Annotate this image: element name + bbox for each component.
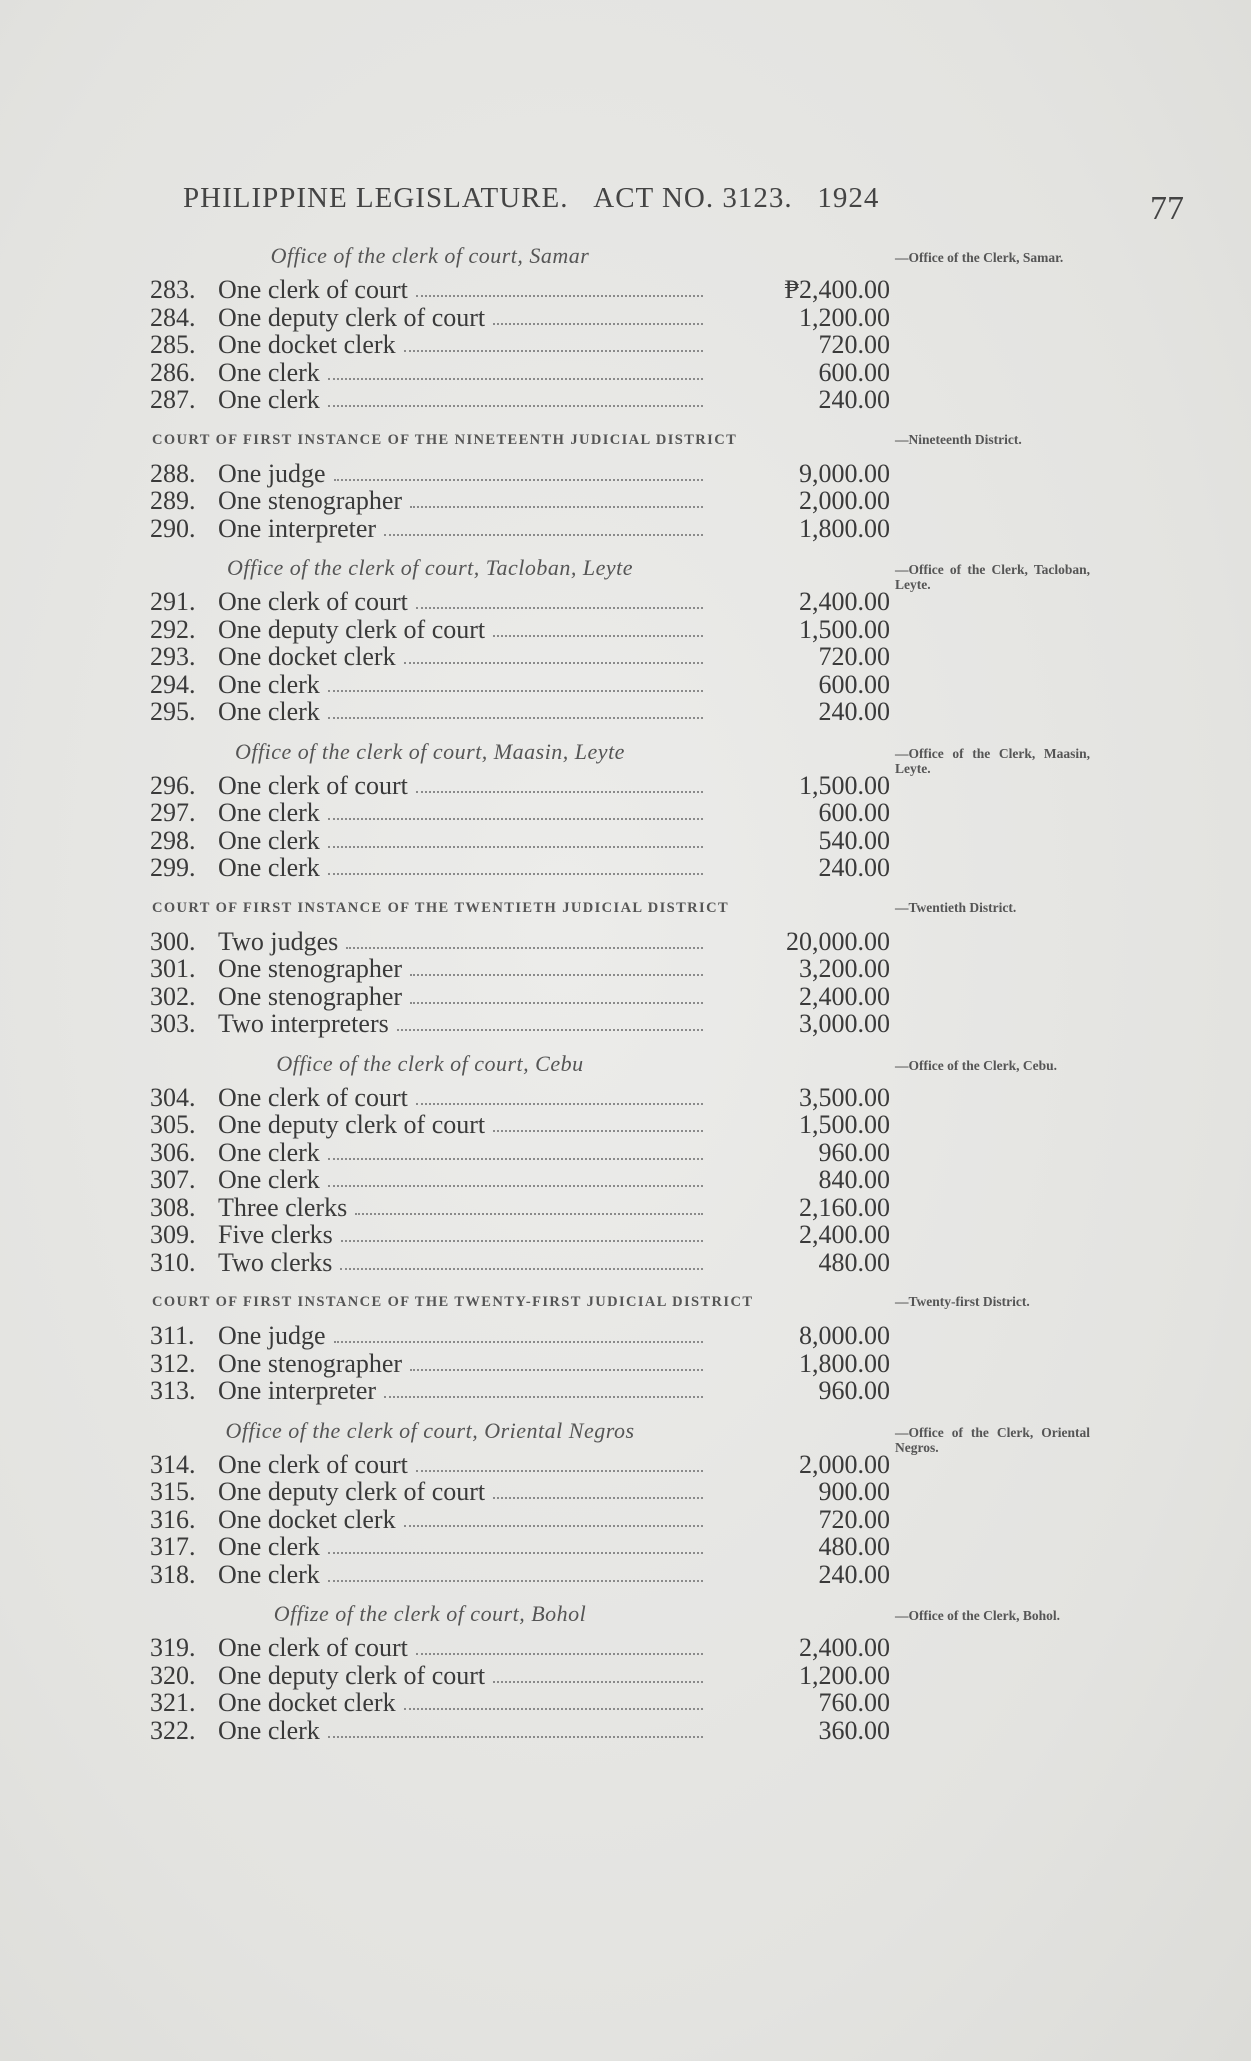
item-amount: 1,500.00 [799, 770, 890, 800]
leader-dots [328, 818, 703, 820]
leader-dots [404, 350, 703, 352]
item-number: 302. [150, 981, 196, 1011]
item-amount: 2,400.00 [799, 1633, 890, 1662]
leader-dots [340, 1268, 703, 1270]
line-item [0, 955, 1251, 983]
section-heading: Office of the clerk of court, Cebu [276, 1050, 584, 1076]
running-head-year: 1924 [817, 182, 880, 214]
item-number: 316. [150, 1504, 196, 1534]
budget-section [0, 888, 1251, 1038]
leader-dots [404, 1708, 703, 1710]
item-number: 304. [150, 1082, 196, 1112]
item-description: One clerk [218, 825, 320, 855]
item-description: Two clerks [218, 1247, 333, 1277]
budget-section [0, 236, 1251, 414]
leader-dots [416, 1470, 703, 1472]
item-amount: 960.00 [818, 1376, 890, 1405]
line-item [0, 854, 1251, 882]
leader-dots [328, 1552, 703, 1554]
item-description: One deputy clerk of court [218, 302, 486, 332]
line-item [0, 827, 1251, 855]
item-amount: 2,400.00 [799, 587, 890, 616]
item-amount: 1,200.00 [799, 302, 890, 332]
leader-dots [355, 1213, 703, 1215]
item-amount: 240.00 [818, 1559, 890, 1589]
item-amount: 900.00 [818, 1477, 890, 1506]
item-number: 283. [150, 275, 196, 304]
leader-dots [410, 974, 703, 976]
section-heading-row [0, 732, 1251, 776]
item-amount: 760.00 [818, 1688, 890, 1717]
item-number: 286. [150, 357, 196, 387]
item-description: One interpreter [218, 1376, 377, 1405]
leader-dots [410, 1369, 703, 1371]
line-item [0, 1350, 1251, 1378]
item-description: One clerk [218, 1137, 320, 1167]
leader-dots [410, 1002, 703, 1004]
running-head-title: PHILIPPINE LEGISLATURE. [183, 182, 569, 214]
leader-dots [334, 1341, 703, 1343]
line-item [0, 772, 1251, 800]
item-amount: 1,800.00 [799, 1348, 890, 1378]
item-number: 318. [150, 1559, 196, 1589]
line-item [0, 671, 1251, 699]
item-amount: 240.00 [818, 385, 890, 414]
leader-dots [416, 295, 703, 297]
item-amount: 600.00 [818, 798, 890, 827]
item-description: Three clerks [218, 1192, 348, 1222]
item-description: One clerk of court [218, 1633, 408, 1662]
item-description: One interpreter [218, 513, 377, 543]
item-amount: 960.00 [818, 1137, 890, 1167]
item-number: 308. [150, 1192, 196, 1222]
leader-dots [328, 846, 703, 848]
line-item [0, 1634, 1251, 1662]
budget-section [0, 732, 1251, 882]
section-heading: Office of the clerk of court, Samar [270, 243, 590, 268]
line-item [0, 588, 1251, 616]
leader-dots [328, 1580, 703, 1582]
item-number: 292. [150, 614, 196, 644]
section-heading: COURT OF FIRST INSTANCE OF THE TWENTY-FIRST JUDICIAL DISTRICT [152, 1294, 754, 1310]
item-description: One clerk of court [218, 587, 408, 616]
line-item [0, 304, 1251, 332]
item-description: One judge [218, 458, 326, 488]
line-item [0, 359, 1251, 387]
item-amount: 2,000.00 [799, 1449, 890, 1479]
leader-dots [341, 1240, 703, 1242]
item-description: One clerk [218, 1532, 320, 1561]
item-description: One clerk of court [218, 1082, 408, 1112]
margin-note: —Office of the Clerk, Cebu. [895, 1057, 1057, 1073]
item-amount: 600.00 [818, 357, 890, 387]
item-number: 303. [150, 1009, 196, 1038]
item-number: 288. [150, 458, 196, 488]
section-heading: Office of the clerk of court, Tacloban, Leyte [227, 555, 633, 580]
appropriations-list [0, 236, 1251, 1750]
item-number: 320. [150, 1660, 196, 1690]
item-amount: 720.00 [818, 642, 890, 671]
item-amount: 720.00 [818, 330, 890, 359]
line-item [0, 799, 1251, 827]
budget-section [0, 1594, 1251, 1744]
item-amount: 2,400.00 [799, 1220, 890, 1249]
leader-dots [404, 662, 703, 664]
item-number: 305. [150, 1110, 196, 1139]
line-item [0, 698, 1251, 726]
item-number: 306. [150, 1137, 196, 1167]
margin-note: —Office of the Clerk, Oriental Negros. [895, 1424, 1090, 1455]
item-amount: 1,200.00 [799, 1660, 890, 1690]
line-item [0, 1010, 1251, 1038]
leader-dots [493, 1130, 703, 1132]
margin-note: —Nineteenth District. [895, 431, 1022, 447]
leader-dots [328, 1158, 703, 1160]
section-heading-row [0, 1282, 1251, 1322]
leader-dots [328, 1185, 703, 1187]
item-description: One clerk of court [218, 1449, 408, 1479]
budget-section [0, 548, 1251, 726]
section-heading-row [0, 236, 1251, 276]
item-description: One stenographer [218, 486, 403, 515]
item-amount: 360.00 [818, 1715, 890, 1745]
item-number: 312. [150, 1348, 196, 1378]
item-number: 313. [150, 1376, 196, 1405]
section-heading: Office of the clerk of court, Oriental Negros [225, 1417, 635, 1443]
line-item [0, 460, 1251, 488]
item-description: One stenographer [218, 981, 403, 1011]
item-number: 298. [150, 825, 196, 855]
budget-section [0, 420, 1251, 543]
section-heading: Offize of the clerk of court, Bohol [273, 1601, 587, 1626]
item-number: 315. [150, 1477, 196, 1506]
line-item [0, 616, 1251, 644]
item-description: One stenographer [218, 954, 403, 983]
section-heading-row [0, 420, 1251, 460]
item-description: One clerk [218, 1559, 320, 1589]
item-number: 314. [150, 1449, 196, 1479]
line-item [0, 1478, 1251, 1506]
item-amount: 3,500.00 [799, 1082, 890, 1112]
section-heading-row [0, 1411, 1251, 1455]
item-amount: 20,000.00 [786, 926, 890, 956]
item-amount: 240.00 [818, 697, 890, 726]
item-number: 297. [150, 798, 196, 827]
leader-dots [404, 1525, 703, 1527]
item-number: 289. [150, 486, 196, 515]
item-amount: 3,000.00 [799, 1009, 890, 1038]
line-item [0, 276, 1251, 304]
item-number: 309. [150, 1220, 196, 1249]
line-item [0, 643, 1251, 671]
leader-dots [416, 1653, 703, 1655]
line-item [0, 1689, 1251, 1717]
leader-dots [334, 479, 703, 481]
item-number: 317. [150, 1532, 196, 1561]
item-description: Five clerks [218, 1220, 333, 1249]
item-amount: 540.00 [818, 825, 890, 855]
item-description: Two judges [218, 926, 339, 956]
leader-dots [328, 873, 703, 875]
item-amount: 1,500.00 [799, 1110, 890, 1139]
line-item [0, 1451, 1251, 1479]
section-heading: COURT OF FIRST INSTANCE OF THE TWENTIETH JUDICIAL DISTRICT [152, 899, 730, 916]
line-item [0, 1506, 1251, 1534]
item-amount: 9,000.00 [799, 458, 890, 488]
leader-dots [493, 323, 703, 325]
section-heading: Office of the clerk of court, Maasin, Leyte [235, 738, 625, 764]
item-amount: 840.00 [818, 1165, 890, 1194]
item-number: 310. [150, 1247, 196, 1277]
item-number: 291. [150, 587, 196, 616]
item-description: One clerk [218, 853, 320, 882]
item-amount: 1,500.00 [799, 614, 890, 644]
line-item [0, 983, 1251, 1011]
line-item [0, 331, 1251, 359]
line-item [0, 515, 1251, 543]
running-head [183, 182, 879, 215]
item-description: One deputy clerk of court [218, 614, 486, 644]
leader-dots [410, 506, 703, 508]
line-item [0, 1322, 1251, 1350]
item-description: One docket clerk [218, 1688, 396, 1717]
margin-note: —Twentieth District. [895, 899, 1017, 915]
item-number: 293. [150, 642, 196, 671]
line-item [0, 1662, 1251, 1690]
item-amount: 1,800.00 [799, 513, 890, 543]
item-description: One docket clerk [218, 642, 396, 671]
item-description: One deputy clerk of court [218, 1110, 486, 1139]
leader-dots [493, 1681, 703, 1683]
line-item [0, 487, 1251, 515]
item-amount: 2,000.00 [799, 486, 890, 515]
leader-dots [328, 690, 703, 692]
item-number: 299. [150, 853, 196, 882]
line-item [0, 1111, 1251, 1139]
item-amount: 600.00 [818, 669, 890, 699]
item-description: One deputy clerk of court [218, 1660, 486, 1690]
item-description: One clerk [218, 1715, 320, 1745]
running-head-act: ACT NO. 3123. [593, 182, 793, 214]
item-description: One clerk [218, 798, 320, 827]
item-amount: 2,160.00 [799, 1192, 890, 1222]
item-number: 311. [150, 1321, 195, 1350]
leader-dots [416, 791, 703, 793]
item-amount: 240.00 [818, 853, 890, 882]
item-description: One clerk [218, 385, 320, 414]
item-description: One clerk [218, 697, 320, 726]
item-amount: 3,200.00 [799, 954, 890, 983]
item-description: One docket clerk [218, 1504, 396, 1534]
item-amount: 480.00 [818, 1532, 890, 1561]
leader-dots [328, 1736, 703, 1738]
section-heading-row [0, 1594, 1251, 1634]
leader-dots [346, 947, 703, 949]
line-item [0, 928, 1251, 956]
item-amount: ₱2,400.00 [784, 275, 890, 304]
item-number: 296. [150, 770, 196, 800]
margin-note: —Office of the Clerk, Bohol. [895, 1608, 1060, 1623]
item-amount: 480.00 [818, 1247, 890, 1277]
item-number: 290. [150, 513, 196, 543]
item-number: 300. [150, 926, 196, 956]
item-description: One clerk [218, 357, 320, 387]
leader-dots [493, 635, 703, 637]
page-number: 77 [1150, 190, 1184, 227]
leader-dots [493, 1497, 703, 1499]
item-number: 319. [150, 1633, 196, 1662]
item-amount: 2,400.00 [799, 981, 890, 1011]
line-item [0, 1139, 1251, 1167]
item-number: 294. [150, 669, 196, 699]
leader-dots [416, 1103, 703, 1105]
item-number: 322. [150, 1715, 196, 1745]
section-heading-row [0, 888, 1251, 928]
margin-note: —Office of the Clerk, Samar. [895, 250, 1064, 265]
budget-section [0, 1411, 1251, 1589]
item-description: Two interpreters [218, 1009, 389, 1038]
item-amount: 8,000.00 [799, 1321, 890, 1350]
line-item [0, 1561, 1251, 1589]
item-description: One docket clerk [218, 330, 396, 359]
leader-dots [384, 534, 703, 536]
leader-dots [384, 1396, 703, 1398]
section-heading: COURT OF FIRST INSTANCE OF THE NINETEENTH JUDICIAL DISTRICT [152, 431, 738, 448]
leader-dots [328, 717, 703, 719]
item-description: One clerk [218, 669, 320, 699]
line-item [0, 1377, 1251, 1405]
margin-note: —Office of the Clerk, Maasin, Leyte. [895, 745, 1090, 776]
margin-note: —Office of the Clerk, Tacloban, Leyte. [895, 562, 1090, 592]
item-number: 307. [150, 1165, 196, 1194]
item-description: One clerk [218, 1165, 320, 1194]
item-description: One deputy clerk of court [218, 1477, 486, 1506]
item-description: One clerk of court [218, 275, 408, 304]
line-item [0, 1533, 1251, 1561]
line-item [0, 1249, 1251, 1277]
item-amount: 720.00 [818, 1504, 890, 1534]
item-number: 284. [150, 302, 196, 332]
item-number: 287. [150, 385, 196, 414]
item-description: One clerk of court [218, 770, 408, 800]
line-item [0, 1194, 1251, 1222]
line-item [0, 386, 1251, 414]
section-heading-row [0, 1044, 1251, 1084]
item-description: One judge [218, 1321, 326, 1350]
line-item [0, 1717, 1251, 1745]
line-item [0, 1084, 1251, 1112]
leader-dots [328, 405, 703, 407]
item-number: 295. [150, 697, 196, 726]
section-heading-row [0, 548, 1251, 592]
line-item [0, 1221, 1251, 1249]
item-description: One stenographer [218, 1348, 403, 1378]
leader-dots [328, 378, 703, 380]
leader-dots [397, 1029, 703, 1031]
item-number: 301. [150, 954, 196, 983]
margin-note: —Twenty-first District. [895, 1294, 1030, 1309]
budget-section [0, 1044, 1251, 1277]
leader-dots [416, 607, 703, 609]
budget-section [0, 1282, 1251, 1405]
item-number: 285. [150, 330, 196, 359]
item-number: 321. [150, 1688, 196, 1717]
line-item [0, 1166, 1251, 1194]
